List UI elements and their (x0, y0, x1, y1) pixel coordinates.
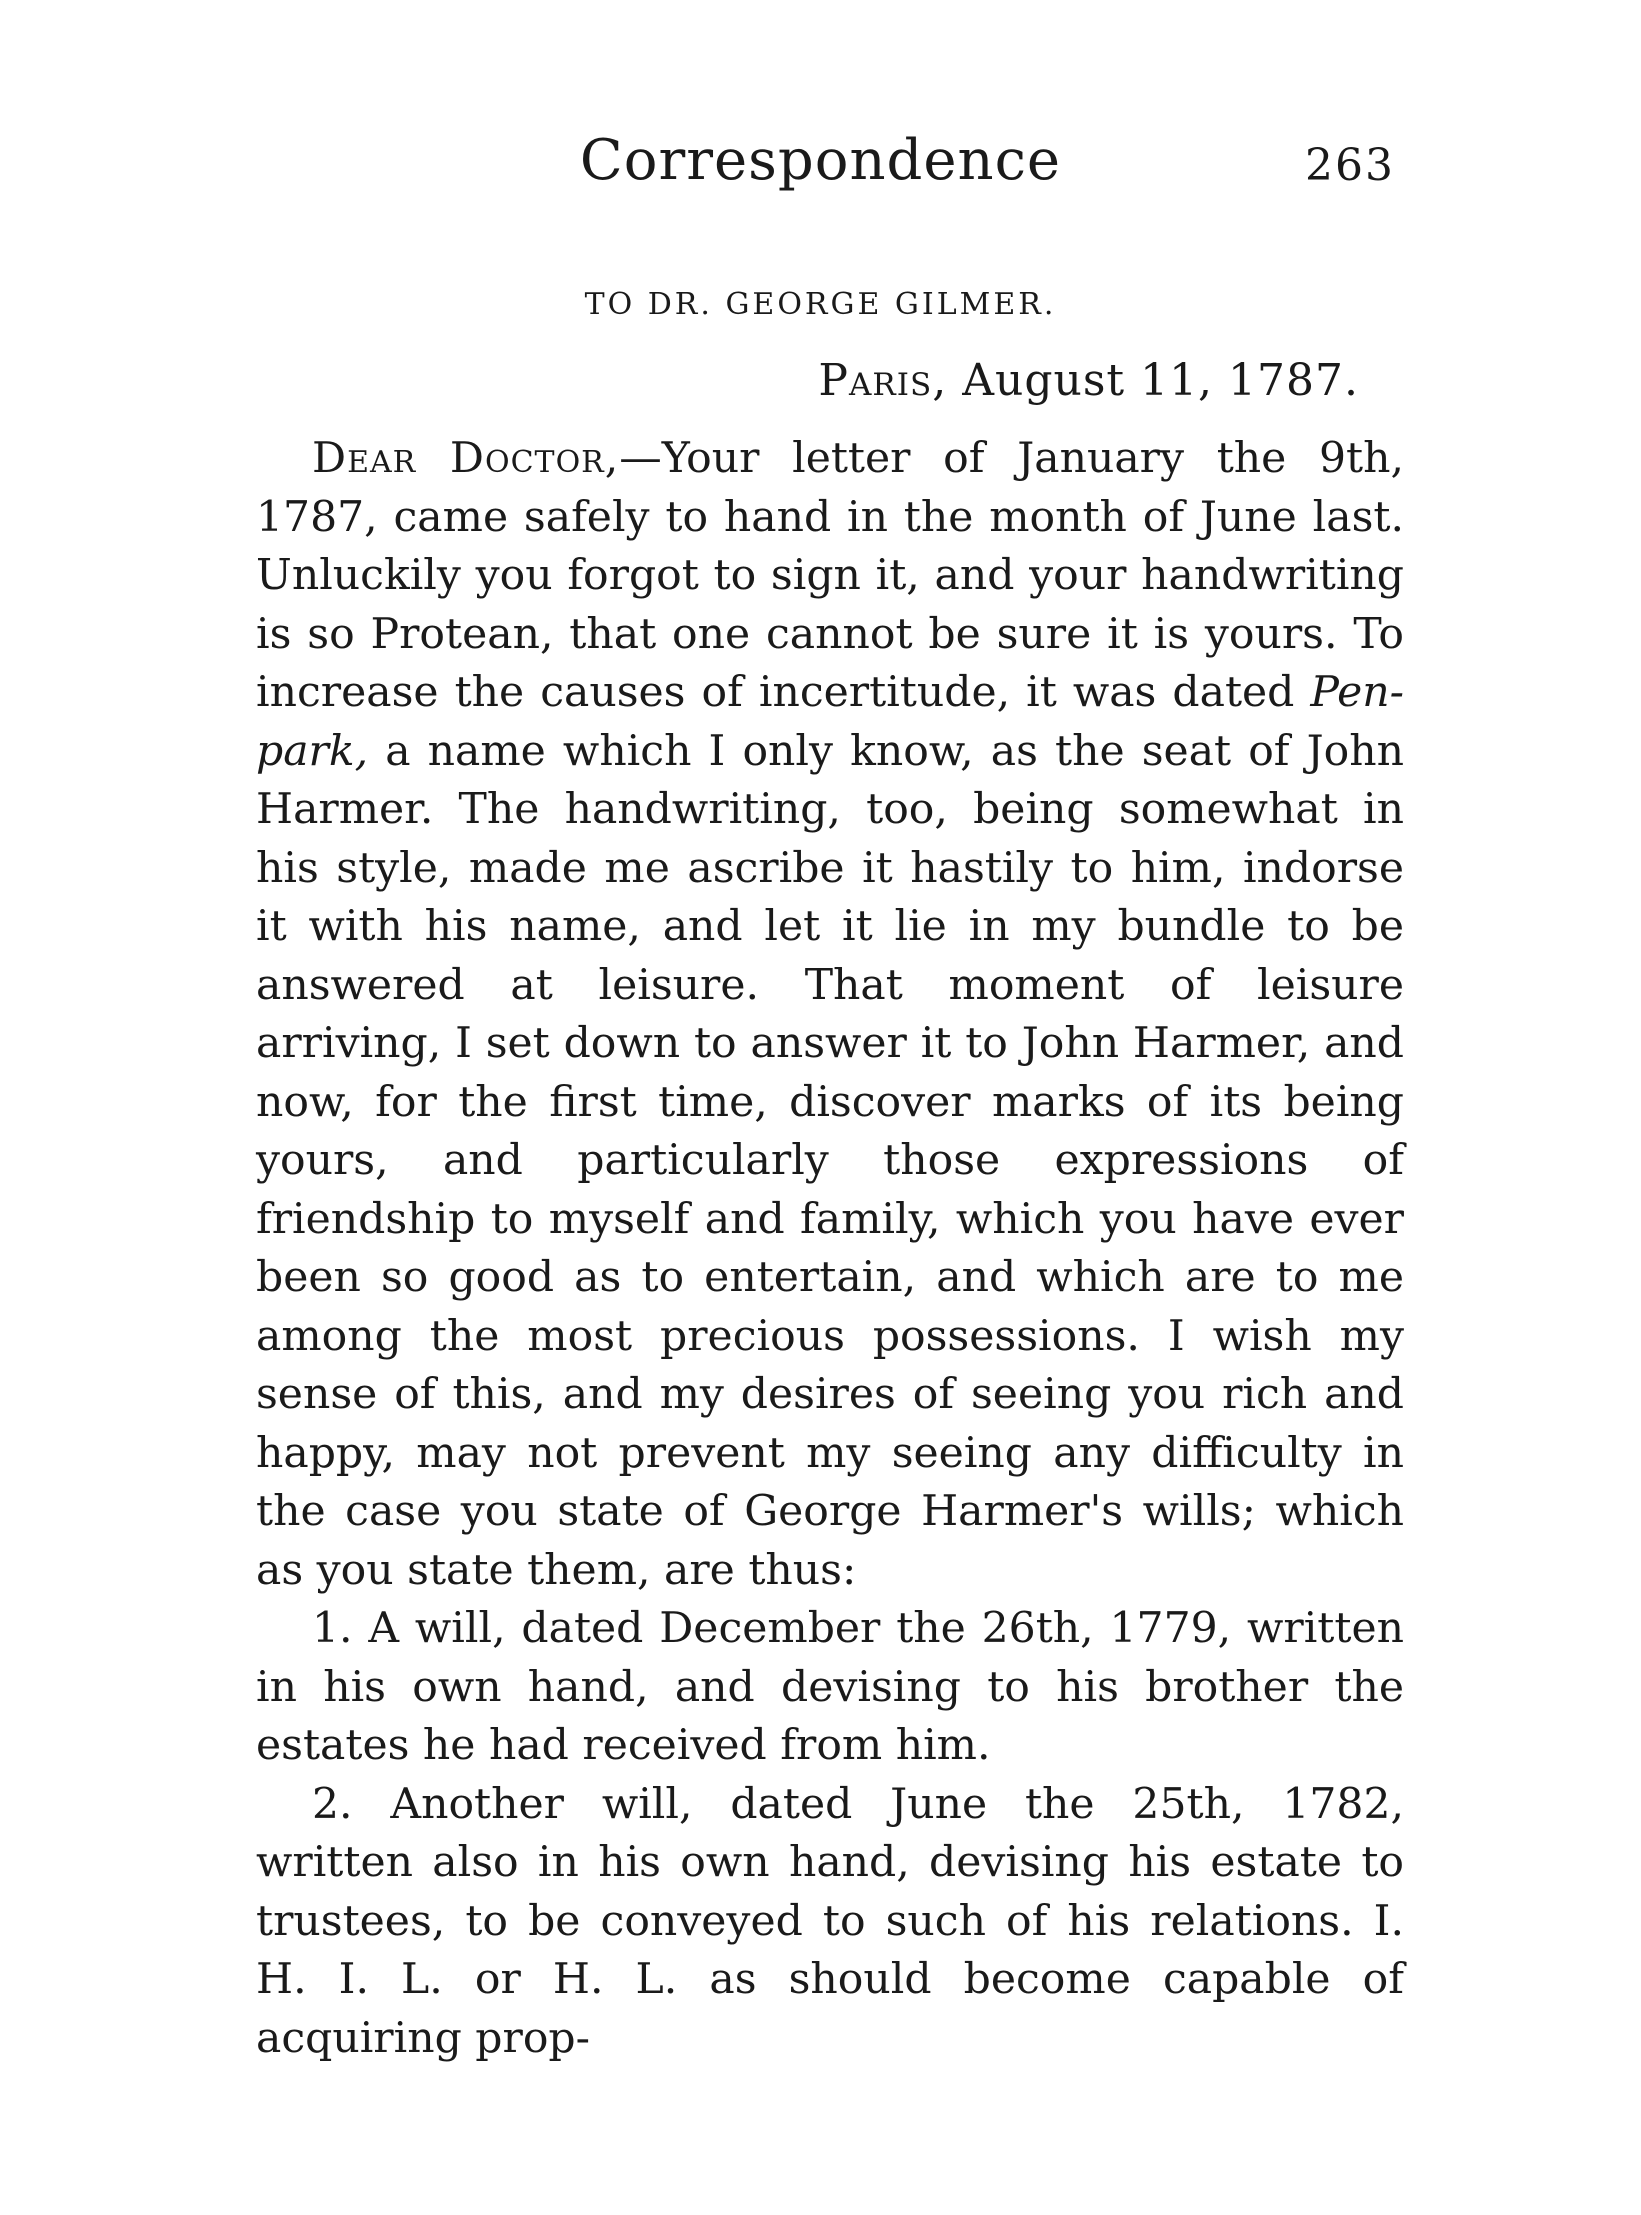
page-number: 263 (1305, 140, 1395, 191)
letter-dateline (818, 355, 1359, 406)
letter-paragraph (256, 430, 1404, 1600)
paragraph-text: a name which I only know, as the seat of John Harmer. The handwriting, too, being somewhat in his style, made me ascribe it hastily to him, indorse it with his name, and let it lie in my bundle to be answered at leisure. That moment of leisure arriving, I set down to answer it to John Harmer, and now, for the first time, discover marks of its being yours, and particularly those expressions of friendship to myself and family, which you have ever been so good as to entertain, and which are to me among the most precious possessions. I wish my sense of this, and my desires of seeing you rich and happy, may not prevent my seeing any difficulty in the case you state of George Harmer's wills; which as you state them, are thus: (256, 726, 1404, 1595)
letter-body (256, 430, 1404, 2068)
running-title: Correspondence (579, 128, 1062, 193)
dateline-place: Paris, (818, 355, 948, 406)
paragraph-text: —Your letter of January the 9th, 1787, came safely to hand in the month of June last. Unluckily you forgot to sign it, and your handwriting is so Protean, that one cannot be sure it is yours. To increase the causes of incertitude, it was dated (256, 434, 1404, 717)
italic-place-name: Pen-park, (256, 668, 1404, 776)
letter-addressee: TO DR. GEORGE GILMER. (584, 287, 1057, 322)
will-item-2: 2. Another will, dated June the 25th, 1782, written also in his own hand, devising his estate to trustees, to be conveyed to such of his relations. I. H. I. L. or H. L. as should become capable of acquiring prop- (256, 1779, 1404, 2063)
will-item-1: 1. A will, dated December the 26th, 1779, written in his own hand, and devising to his brother the estates he had received from him. (256, 1604, 1404, 1770)
salutation: Dear Doctor, (312, 434, 620, 483)
dateline-date: August 11, 1787. (947, 355, 1359, 406)
